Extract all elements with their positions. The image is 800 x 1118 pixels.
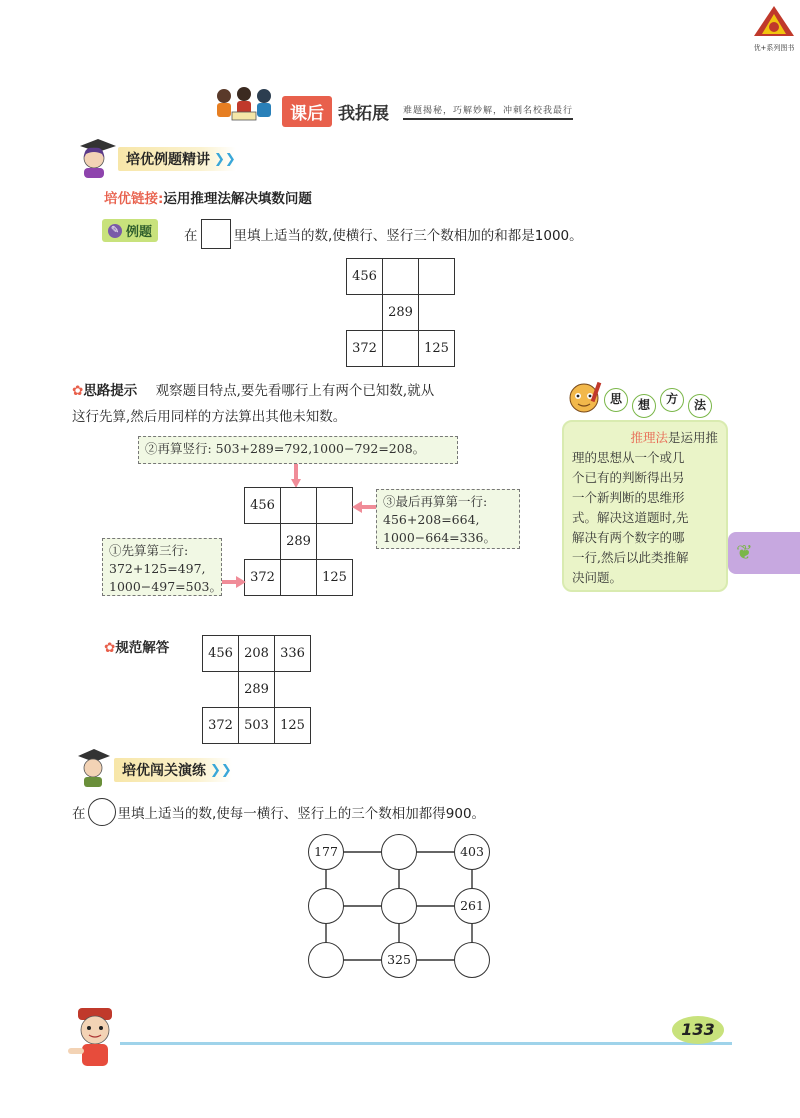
pencil-icon: ✎	[108, 224, 122, 238]
grid-cell: 125	[274, 707, 311, 744]
step-2-box	[138, 436, 458, 464]
chevron-right-icon: ❯❯	[210, 762, 232, 778]
answer-label: 规范解答	[115, 640, 170, 656]
page-number-text: 133	[681, 1020, 715, 1039]
section-title: 培优例题精讲	[118, 147, 236, 171]
title-char: 想	[632, 394, 656, 418]
page-number	[672, 1016, 724, 1044]
method-panel	[562, 420, 728, 592]
grid-cell	[382, 258, 419, 295]
logo-text: 优+系列图书	[753, 44, 795, 52]
question-text: 里填上适当的数,使横行、竖行三个数相加的和都是1000。	[233, 228, 583, 244]
scholar-icon	[72, 746, 114, 788]
link-text: 运用推理法解决填数问题	[163, 191, 312, 207]
step-3-line: 456+208=664,	[383, 512, 480, 527]
question-text: 里填上适当的数,使每一横行、竖行上的三个数相加都得900。	[117, 806, 486, 822]
step-2-text: ②再算竖行: 503+289=792,1000−792=208。	[145, 441, 426, 456]
grid-circle	[308, 888, 344, 924]
grid-cell	[316, 487, 353, 524]
grid-cell: 503	[238, 707, 275, 744]
step-1-line: 1000−497=503。	[109, 579, 222, 594]
grid-cell: 125	[418, 330, 455, 367]
method-line: 理的思想从一个或几	[572, 450, 685, 465]
answer-grid	[202, 635, 310, 743]
arrow-left-icon	[352, 498, 376, 510]
grid-circle	[454, 942, 490, 978]
grid-cell: 208	[238, 635, 275, 672]
banner-illustration	[212, 84, 276, 124]
arrow-right-icon	[222, 573, 246, 585]
blank-circle	[88, 798, 116, 826]
step-3-line: 1000−664=336。	[383, 530, 496, 545]
title-char: 思	[604, 388, 628, 412]
grid-cell: 372	[202, 707, 239, 744]
teacher-avatar	[72, 136, 116, 178]
grid-cell: 289	[280, 523, 317, 560]
section-title: 培优闯关演练	[114, 758, 232, 782]
practice-section-header	[114, 758, 232, 782]
grid-cell: 289	[382, 294, 419, 331]
grid-cell: 336	[274, 635, 311, 672]
method-title	[604, 388, 712, 418]
grid-cell	[280, 487, 317, 524]
step-1-line: 372+125=497,	[109, 561, 206, 576]
grid-cell: 289	[238, 671, 275, 708]
step-3-line: ③最后再算第一行:	[383, 494, 488, 509]
step-3-box	[376, 489, 520, 549]
grid-cell: 456	[346, 258, 383, 295]
teacher-icon	[72, 136, 116, 178]
example-section-header	[118, 147, 236, 171]
grid-circle	[308, 942, 344, 978]
question-prefix: 在	[72, 806, 86, 822]
banner-tab: 课后	[282, 96, 332, 127]
link-label: 培优链接:	[104, 191, 164, 207]
grid-cell	[280, 559, 317, 596]
flower-icon: ✿	[104, 640, 116, 656]
leaf-icon: ❦	[736, 540, 753, 564]
grid-circle: 403	[454, 834, 490, 870]
grid-cell: 372	[244, 559, 281, 596]
blank-square	[201, 219, 231, 249]
flower-icon: ✿	[72, 383, 84, 399]
banner-slogan: 难题揭秘，巧解妙解，冲刺名校我最行	[403, 103, 573, 120]
hint-label: 思路提示	[83, 383, 138, 399]
method-highlight: 推理法	[630, 430, 668, 445]
grid-cell: 456	[244, 487, 281, 524]
method-line: 解决有两个数字的哪	[572, 530, 685, 545]
mascot-icon	[564, 378, 604, 420]
grid-cell: 372	[346, 330, 383, 367]
link-line	[104, 187, 312, 207]
circle-grid	[306, 832, 492, 980]
side-tab	[728, 532, 800, 574]
footer-line	[120, 1042, 732, 1045]
answer-label-line	[104, 636, 169, 656]
grid-cell: 125	[316, 559, 353, 596]
footer-mascot	[64, 1004, 126, 1070]
method-mascot	[564, 378, 604, 420]
grid-circle: 325	[381, 942, 417, 978]
method-line: 式。解决这道题时,先	[572, 510, 689, 525]
title-char: 法	[688, 394, 712, 418]
hint-line-2: 这行先算,然后用同样的方法算出其他未知数。	[72, 409, 347, 425]
practice-question	[72, 798, 485, 826]
grid-circle	[381, 888, 417, 924]
method-line: 是运用推	[667, 430, 718, 445]
grid-circle: 177	[308, 834, 344, 870]
title-char: 方	[660, 388, 684, 412]
method-line: 一个新判断的思维形	[572, 490, 685, 505]
method-line: 一行,然后以此类推解	[572, 550, 689, 565]
method-line: 决问题。	[572, 570, 623, 585]
example-badge	[102, 219, 158, 242]
example-question	[184, 219, 583, 249]
example-grid	[346, 258, 454, 366]
arrow-down-icon	[291, 464, 301, 488]
logo-icon	[752, 4, 796, 38]
mascot-boy-icon	[64, 1004, 126, 1070]
step-1-line: ①先算第三行:	[109, 543, 189, 558]
grid-cell: 456	[202, 635, 239, 672]
chevron-right-icon: ❯❯	[214, 151, 236, 167]
step-1-box	[102, 538, 222, 596]
grid-circle: 261	[454, 888, 490, 924]
grid-cell	[382, 330, 419, 367]
question-prefix: 在	[184, 228, 198, 244]
practice-avatar	[72, 746, 114, 788]
grid-circle	[381, 834, 417, 870]
banner-title: 我拓展	[338, 104, 389, 124]
hint-grid	[244, 487, 352, 595]
hint-line-1: 观察题目特点,要先看哪行上有两个已知数,就从	[155, 383, 435, 399]
method-line: 个已有的判断得出另	[572, 470, 685, 485]
banner	[282, 96, 573, 127]
badge-label: 例题	[126, 225, 153, 240]
grid-cell	[418, 258, 455, 295]
publisher-logo	[752, 4, 796, 50]
kids-reading-icon	[212, 84, 276, 124]
hint-paragraph	[72, 378, 552, 430]
